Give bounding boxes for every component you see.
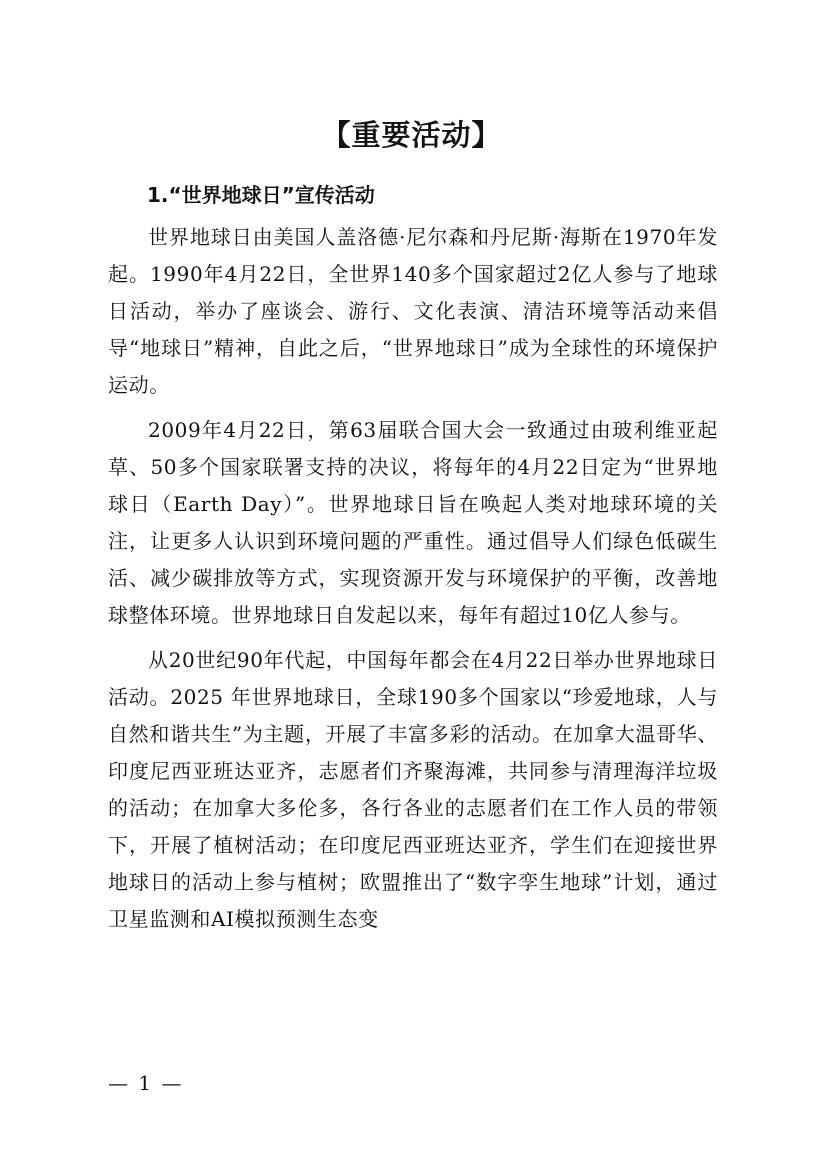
page-number: — 1 — — [108, 1071, 184, 1095]
paragraph-2: 2009年4月22日，第63届联合国大会一致通过由玻利维亚起草、50多个国家联署支持的决议，将每年的4月22日定为“世界地球日（Earth Day）”。世界地球日旨在唤起人类对地球环境的关注，让更多人认识到环境问题的严重性。通过倡导人们绿色低碳生活、减少碳排放等方式，实现资源开发与环境保护的平衡，改善地球整体环境。世界地球日自发起以来，每年有超过10亿人参与。 — [108, 418, 718, 627]
document-title: 【重要活动】 — [321, 118, 502, 152]
paragraph-3: 从20世纪90年代起，中国每年都会在4月22日举办世界地球日活动。2025 年世界地球日，全球190多个国家以“珍爱地球，人与自然和谐共生”为主题，开展了丰富多彩的活动。在加拿大温哥华、印度尼西亚班达亚齐，志愿者们齐聚海滩，共同参与清理海洋垃圾的活动；在加拿大多伦多，各行各业的志愿者们在工作人员的带领下，开展了植树活动；在印度尼西亚班达亚齐，学生们在迎接世界地球日的活动上参与植树；欧盟推出了“数字孪生地球”计划，通过卫星监测和AI模拟预测生态变 — [108, 648, 718, 931]
body-text — [108, 219, 718, 938]
section-heading: 1.“世界地球日”宣传活动 — [147, 183, 375, 207]
paragraph-1: 世界地球日由美国人盖洛德·尼尔森和丹尼斯·海斯在1970年发起。1990年4月22日，全世界140多个国家超过2亿人参与了地球日活动，举办了座谈会、游行、文化表演、清洁环境等活动来倡导“地球日”精神，自此之后，“世界地球日”成为全球性的环境保护运动。 — [108, 225, 718, 397]
